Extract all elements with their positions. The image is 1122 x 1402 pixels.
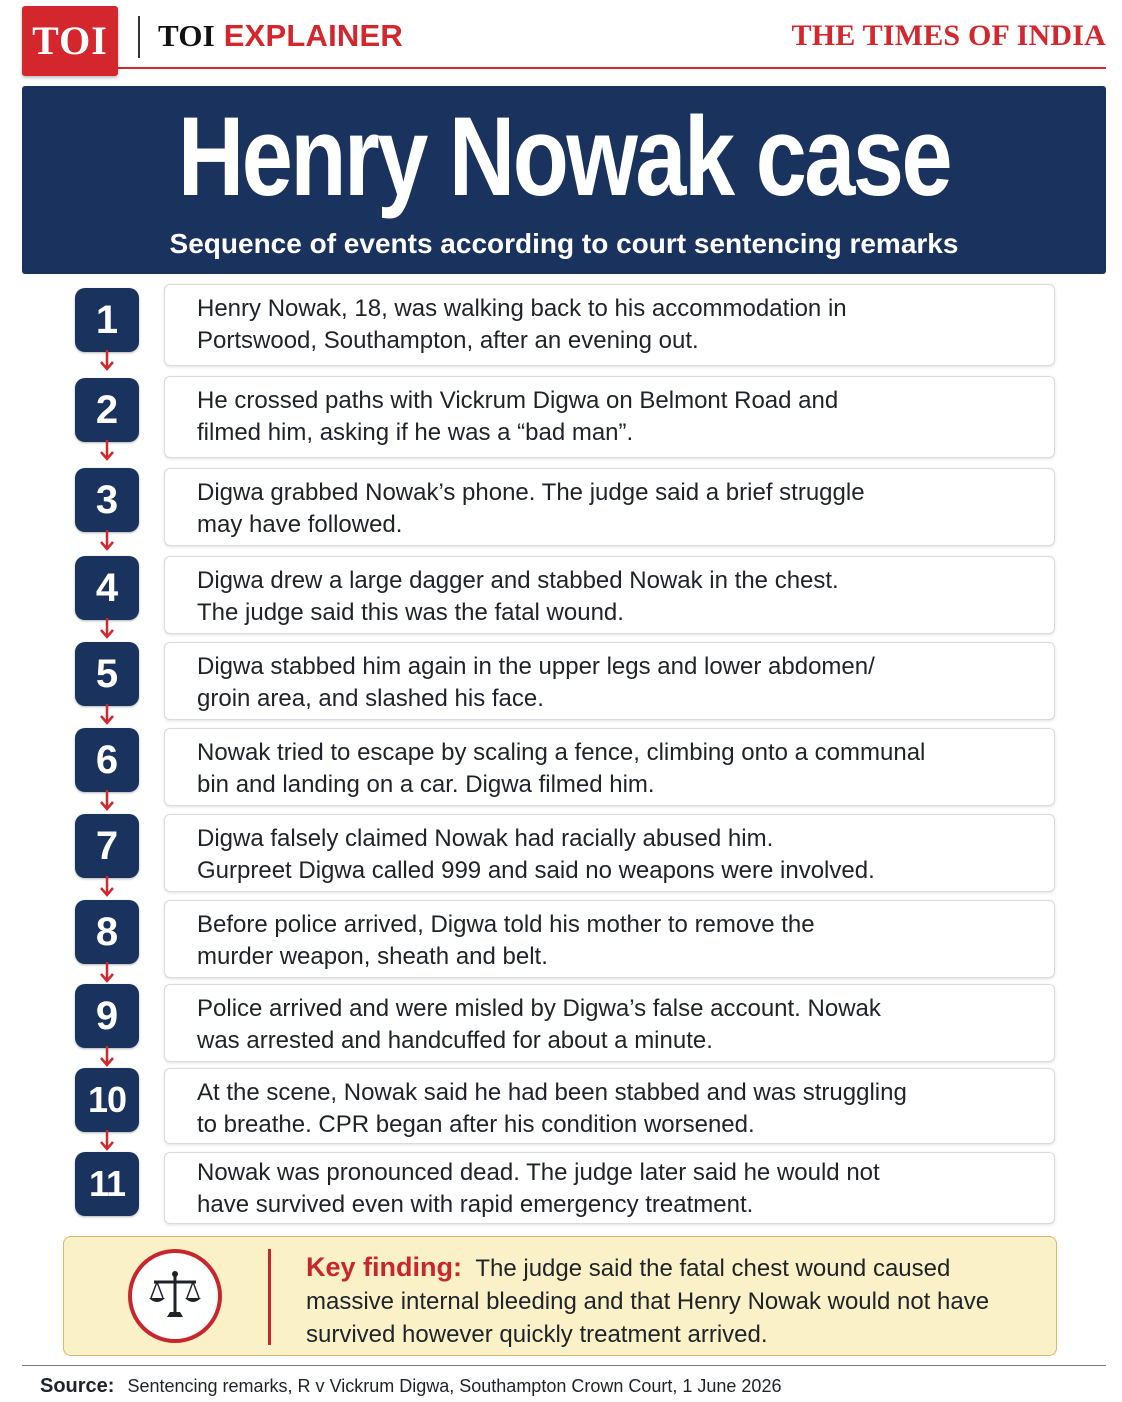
title-band [22, 86, 1106, 274]
step-text-line: may have followed. [197, 511, 403, 538]
step-text-line: Police arrived and were misled by Digwa’s false account. Nowak [197, 995, 881, 1022]
section-brand: TOI [158, 18, 215, 53]
step-number-badge: 10 [75, 1068, 139, 1132]
down-arrow-icon [98, 438, 116, 464]
step-number-badge: 7 [75, 814, 139, 878]
page-subtitle: Sequence of events according to court sentencing remarks [169, 228, 959, 259]
step-text [197, 477, 1037, 541]
step-text-line: filmed him, asking if he was a “bad man”. [197, 419, 634, 446]
step-text-line: Digwa drew a large dagger and stabbed Nowak in the chest. [197, 567, 839, 594]
step-text-line: He crossed paths with Vickrum Digwa on Belmont Road and [197, 387, 839, 414]
key-finding-divider [268, 1249, 271, 1345]
step-card [164, 900, 1055, 978]
key-finding-line-1: The judge said the fatal chest wound caused [475, 1255, 951, 1282]
step-text-line: groin area, and slashed his face. [197, 685, 544, 712]
step-text-line: Portswood, Southampton, after an evening out. [197, 327, 699, 354]
step-card [164, 468, 1055, 546]
step-text [197, 737, 1037, 801]
step-text-line: Digwa stabbed him again in the upper legs and lower abdomen/ [197, 653, 875, 680]
step-card [164, 642, 1055, 720]
down-arrow-icon [98, 1044, 116, 1070]
step-text-line: At the scene, Nowak said he had been stabbed and was struggling [197, 1079, 907, 1106]
masthead[interactable]: THE TIMES OF INDIA [791, 19, 1106, 52]
step-number-badge: 1 [75, 288, 139, 352]
down-arrow-icon [98, 960, 116, 986]
step-text-line: The judge said this was the fatal wound. [197, 599, 624, 626]
source-label: Source: [40, 1375, 115, 1397]
step-text [197, 651, 1037, 715]
step-text [197, 993, 1037, 1057]
step-number-badge: 11 [75, 1152, 139, 1216]
down-arrow-icon [98, 348, 116, 374]
key-finding-text [306, 1251, 1026, 1351]
scales-of-justice-icon [128, 1249, 222, 1343]
step-number-badge: 9 [75, 984, 139, 1048]
step-card [164, 814, 1055, 892]
step-card [164, 728, 1055, 806]
step-text [197, 823, 1037, 887]
header-rule [118, 67, 1106, 69]
step-text [197, 565, 1037, 629]
step-text-line: Nowak tried to escape by scaling a fence, climbing onto a communal [197, 739, 926, 766]
step-text-line: Digwa falsely claimed Nowak had racially abused him. [197, 825, 774, 852]
step-text-line: Before police arrived, Digwa told his mother to remove the [197, 911, 815, 938]
step-card [164, 284, 1055, 366]
page-title: Henry Nowak case [177, 94, 951, 219]
step-text-line: Henry Nowak, 18, was walking back to his accommodation in [197, 295, 847, 322]
step-text [197, 293, 1037, 357]
step-card [164, 376, 1055, 458]
step-number-badge: 5 [75, 642, 139, 706]
down-arrow-icon [98, 616, 116, 642]
step-text [197, 1077, 1037, 1141]
step-text-line: Digwa grabbed Nowak’s phone. The judge said a brief struggle [197, 479, 865, 506]
step-text-line: Gurpreet Digwa called 999 and said no weapons were involved. [197, 857, 875, 884]
toi-logo[interactable]: TOI [22, 6, 118, 76]
down-arrow-icon [98, 528, 116, 554]
step-text-line: Nowak was pronounced dead. The judge later said he would not [197, 1159, 880, 1186]
source-text: Sentencing remarks, R v Vickrum Digwa, Southampton Crown Court, 1 June 2026 [127, 1376, 782, 1396]
source-footer [40, 1373, 781, 1399]
scales-of-justice-svg [146, 1267, 204, 1325]
step-number-badge: 3 [75, 468, 139, 532]
down-arrow-icon [98, 788, 116, 814]
down-arrow-icon [98, 702, 116, 728]
step-text [197, 1157, 1037, 1221]
footer-rule [22, 1365, 1106, 1366]
header-divider [138, 16, 140, 58]
step-number-badge: 6 [75, 728, 139, 792]
key-finding-label: Key finding: [306, 1252, 462, 1282]
step-number-badge: 8 [75, 900, 139, 964]
step-text [197, 909, 1037, 973]
step-text-line: bin and landing on a car. Digwa filmed him. [197, 771, 655, 798]
step-text-line: have survived even with rapid emergency treatment. [197, 1191, 754, 1218]
section-title [158, 14, 403, 58]
step-card [164, 1068, 1055, 1144]
step-number-badge: 2 [75, 378, 139, 442]
step-text [197, 385, 1037, 449]
step-card [164, 556, 1055, 634]
step-card [164, 984, 1055, 1062]
down-arrow-icon [98, 1128, 116, 1154]
key-finding-line-2: massive internal bleeding and that Henry Nowak would not have [306, 1288, 990, 1315]
down-arrow-icon [98, 874, 116, 900]
step-text-line: murder weapon, sheath and belt. [197, 943, 548, 970]
step-number-badge: 4 [75, 556, 139, 620]
key-finding-line-3: survived however quickly treatment arrived. [306, 1321, 768, 1348]
header [0, 0, 1122, 80]
key-finding-box [63, 1236, 1057, 1356]
section-label: EXPLAINER [223, 18, 403, 53]
step-text-line: to breathe. CPR began after his condition worsened. [197, 1111, 755, 1138]
step-card [164, 1152, 1055, 1224]
key-finding-line [306, 1251, 1026, 1285]
step-text-line: was arrested and handcuffed for about a minute. [197, 1027, 713, 1054]
